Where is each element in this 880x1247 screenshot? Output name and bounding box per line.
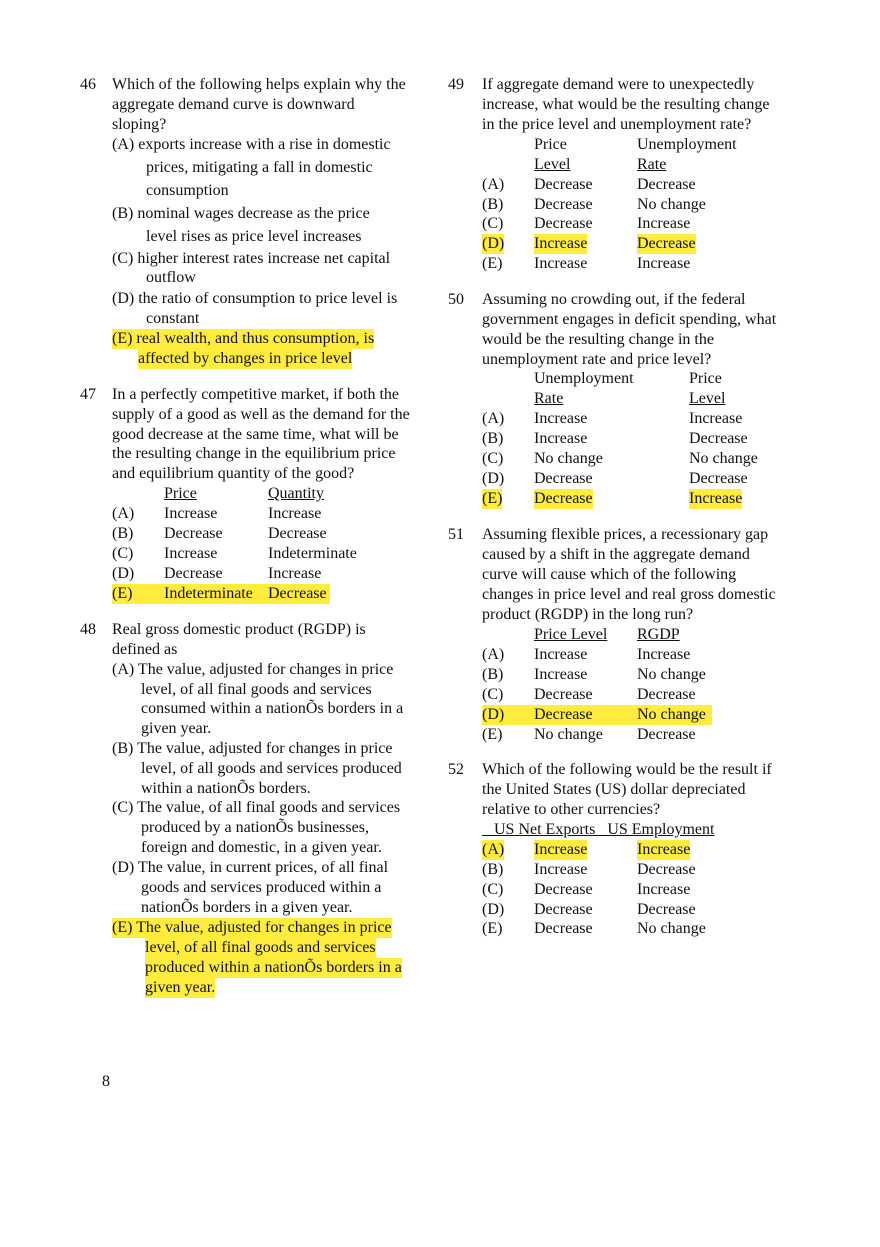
option-value: No change [637, 920, 706, 937]
correct-answer-row [482, 705, 712, 725]
question-stem: defined as [112, 641, 178, 658]
question-stem: the United States (US) dollar depreciated [482, 781, 746, 798]
option-value: Decrease [637, 726, 696, 743]
option-e-correct: (E) The value, adjusted for changes in price [112, 919, 392, 936]
option-value: Decrease [637, 176, 696, 193]
option-value: Decrease [164, 565, 223, 582]
option-letter: (C) [482, 450, 504, 467]
correct-answer-row [112, 584, 330, 604]
option-value-correct: Increase [534, 841, 588, 858]
option-e-correct: affected by changes in price level [138, 350, 353, 367]
option-b: level, of all goods and services produced [141, 760, 402, 777]
option-letter-correct: (E) [482, 490, 503, 507]
option-a: (A) exports increase with a rise in domestic [112, 136, 391, 153]
option-value: Decrease [534, 215, 593, 232]
question-stem: changes in price level and real gross domestic [482, 586, 776, 603]
option-a: (A) The value, adjusted for changes in price [112, 661, 394, 678]
option-a: consumption [146, 182, 229, 199]
option-b: level rises as price level increases [146, 228, 362, 245]
option-value: Decrease [534, 686, 593, 703]
option-value: Increase [164, 505, 218, 522]
option-letter: (E) [112, 585, 133, 602]
option-letter: (D) [112, 565, 135, 582]
option-d: nationÕs borders in a given year. [141, 899, 353, 916]
option-e-correct: level, of all final goods and services [145, 939, 376, 956]
option-value: Decrease [268, 525, 327, 542]
question-stem: good decrease at the same time, what will be [112, 426, 399, 443]
option-value-correct: Increase [689, 490, 743, 507]
option-value: Increase [268, 505, 322, 522]
option-value: Increase [534, 666, 588, 683]
option-letter: (D) [482, 470, 505, 487]
question-stem: Assuming no crowding out, if the federal [482, 291, 746, 308]
option-value-correct: Decrease [534, 490, 593, 507]
question-number: 52 [448, 761, 464, 778]
question-stem: Which of the following would be the result if [482, 761, 772, 778]
option-value: No change [689, 450, 758, 467]
page-number: 8 [102, 1073, 110, 1090]
option-d: (D) the ratio of consumption to price level is [112, 290, 398, 307]
option-value: Decrease [534, 901, 593, 918]
option-value: Increase [637, 646, 691, 663]
option-a: level, of all final goods and services [141, 681, 372, 698]
option-c: (C) higher interest rates increase net capital [112, 250, 391, 267]
column-header: Price [534, 136, 567, 153]
question-number: 48 [80, 621, 96, 638]
column-header: Level [689, 390, 726, 407]
option-letter-correct: (A) [482, 841, 505, 858]
question-stem: and equilibrium quantity of the good? [112, 465, 355, 482]
option-value: Decrease [534, 920, 593, 937]
option-letter: (D) [482, 706, 505, 723]
option-d: goods and services produced within a [141, 879, 382, 896]
option-value: No change [534, 726, 603, 743]
question-stem: government engages in deficit spending, what [482, 311, 777, 328]
option-c: produced by a nationÕs businesses, [141, 819, 369, 836]
question-stem: sloping? [112, 116, 167, 133]
option-value: Increase [164, 545, 218, 562]
option-value: Indeterminate [164, 585, 253, 602]
option-b: within a nationÕs borders. [141, 780, 311, 797]
question-stem: In a perfectly competitive market, if both the [112, 386, 399, 403]
option-a: given year. [141, 720, 212, 737]
question-stem: aggregate demand curve is downward [112, 96, 355, 113]
option-value-correct: Increase [534, 235, 588, 252]
option-value: Increase [534, 410, 588, 427]
option-letter: (E) [482, 920, 503, 937]
option-value: Increase [689, 410, 743, 427]
option-c: (C) The value, of all final goods and services [112, 799, 401, 816]
question-stem: would be the resulting change in the [482, 331, 714, 348]
option-value: Decrease [164, 525, 223, 542]
column-header: Unemployment [534, 370, 634, 387]
question-number: 47 [80, 386, 96, 403]
option-value: Increase [534, 861, 588, 878]
option-letter: (C) [482, 881, 504, 898]
option-value: Increase [534, 646, 588, 663]
option-value: Increase [534, 430, 588, 447]
option-value: Decrease [534, 196, 593, 213]
question-stem: supply of a good as well as the demand for the [112, 406, 410, 423]
column-header: Rate [534, 390, 564, 407]
option-letter: (B) [112, 525, 134, 542]
option-letter: (E) [482, 726, 503, 743]
option-b: (B) The value, adjusted for changes in price [112, 740, 393, 757]
option-d: constant [146, 310, 200, 327]
column-header: Price Level [534, 626, 608, 643]
option-value: No change [534, 450, 603, 467]
option-value: Decrease [689, 430, 748, 447]
column-header: Price [164, 485, 197, 502]
question-stem: unemployment rate and price level? [482, 351, 712, 368]
question-number: 49 [448, 76, 464, 93]
option-value: Increase [268, 565, 322, 582]
option-value: Decrease [534, 176, 593, 193]
column-header: Quantity [268, 485, 324, 502]
option-value: Decrease [534, 881, 593, 898]
option-a: prices, mitigating a fall in domestic [146, 159, 373, 176]
question-stem: in the price level and unemployment rate? [482, 116, 752, 133]
option-value: Decrease [534, 470, 593, 487]
option-value-correct: Increase [637, 841, 691, 858]
column-header: Unemployment [637, 136, 737, 153]
question-stem: Real gross domestic product (RGDP) is [112, 621, 366, 638]
option-b: (B) nominal wages decrease as the price [112, 205, 370, 222]
option-letter: (B) [482, 666, 504, 683]
question-number: 50 [448, 291, 464, 308]
question-number: 51 [448, 526, 464, 543]
option-e-correct: given year. [145, 979, 216, 996]
option-c: foreign and domestic, in a given year. [141, 839, 382, 856]
question-stem: the resulting change in the equilibrium price [112, 445, 396, 462]
option-c: outflow [146, 269, 196, 286]
option-value: No change [637, 666, 706, 683]
option-value: Increase [637, 215, 691, 232]
option-letter: (C) [482, 686, 504, 703]
option-value: Decrease [637, 901, 696, 918]
option-letter: (C) [482, 215, 504, 232]
column-header: Price [689, 370, 722, 387]
option-value: Increase [637, 881, 691, 898]
question-stem: product (RGDP) in the long run? [482, 606, 694, 623]
question-stem: Which of the following helps explain why the [112, 76, 406, 93]
question-stem: If aggregate demand were to unexpectedly [482, 76, 755, 93]
option-value: Increase [637, 255, 691, 272]
question-stem: curve will cause which of the following [482, 566, 737, 583]
question-stem: caused by a shift in the aggregate demand [482, 546, 750, 563]
question-stem: increase, what would be the resulting change [482, 96, 770, 113]
option-value-correct: Decrease [637, 235, 696, 252]
option-value: Decrease [534, 706, 593, 723]
option-letter: (A) [112, 505, 135, 522]
option-value: Decrease [689, 470, 748, 487]
question-stem: Assuming flexible prices, a recessionary gap [482, 526, 769, 543]
option-value: Increase [534, 255, 588, 272]
column-header: Rate [637, 156, 667, 173]
option-letter: (A) [482, 646, 505, 663]
option-letter: (A) [482, 176, 505, 193]
column-header: RGDP [637, 626, 680, 643]
option-letter: (B) [482, 430, 504, 447]
option-d: (D) The value, in current prices, of all final [112, 859, 389, 876]
option-value: Decrease [268, 585, 327, 602]
option-letter: (B) [482, 196, 504, 213]
option-a: consumed within a nationÕs borders in a [141, 700, 404, 717]
column-header: US Net Exports US Employment [482, 821, 715, 838]
question-number: 46 [80, 76, 96, 93]
option-value: No change [637, 706, 706, 723]
option-letter: (B) [482, 861, 504, 878]
column-header: Level [534, 156, 571, 173]
option-letter: (A) [482, 410, 505, 427]
option-letter: (C) [112, 545, 134, 562]
option-value: Decrease [637, 686, 696, 703]
option-letter: (D) [482, 901, 505, 918]
option-value: Indeterminate [268, 545, 357, 562]
question-stem: relative to other currencies? [482, 801, 661, 818]
option-value: Decrease [637, 861, 696, 878]
option-letter: (E) [482, 255, 503, 272]
option-e-correct: produced within a nationÕs borders in a [145, 959, 402, 976]
option-letter-correct: (D) [482, 235, 505, 252]
option-e-correct: (E) real wealth, and thus consumption, is [112, 330, 375, 347]
option-value: No change [637, 196, 706, 213]
